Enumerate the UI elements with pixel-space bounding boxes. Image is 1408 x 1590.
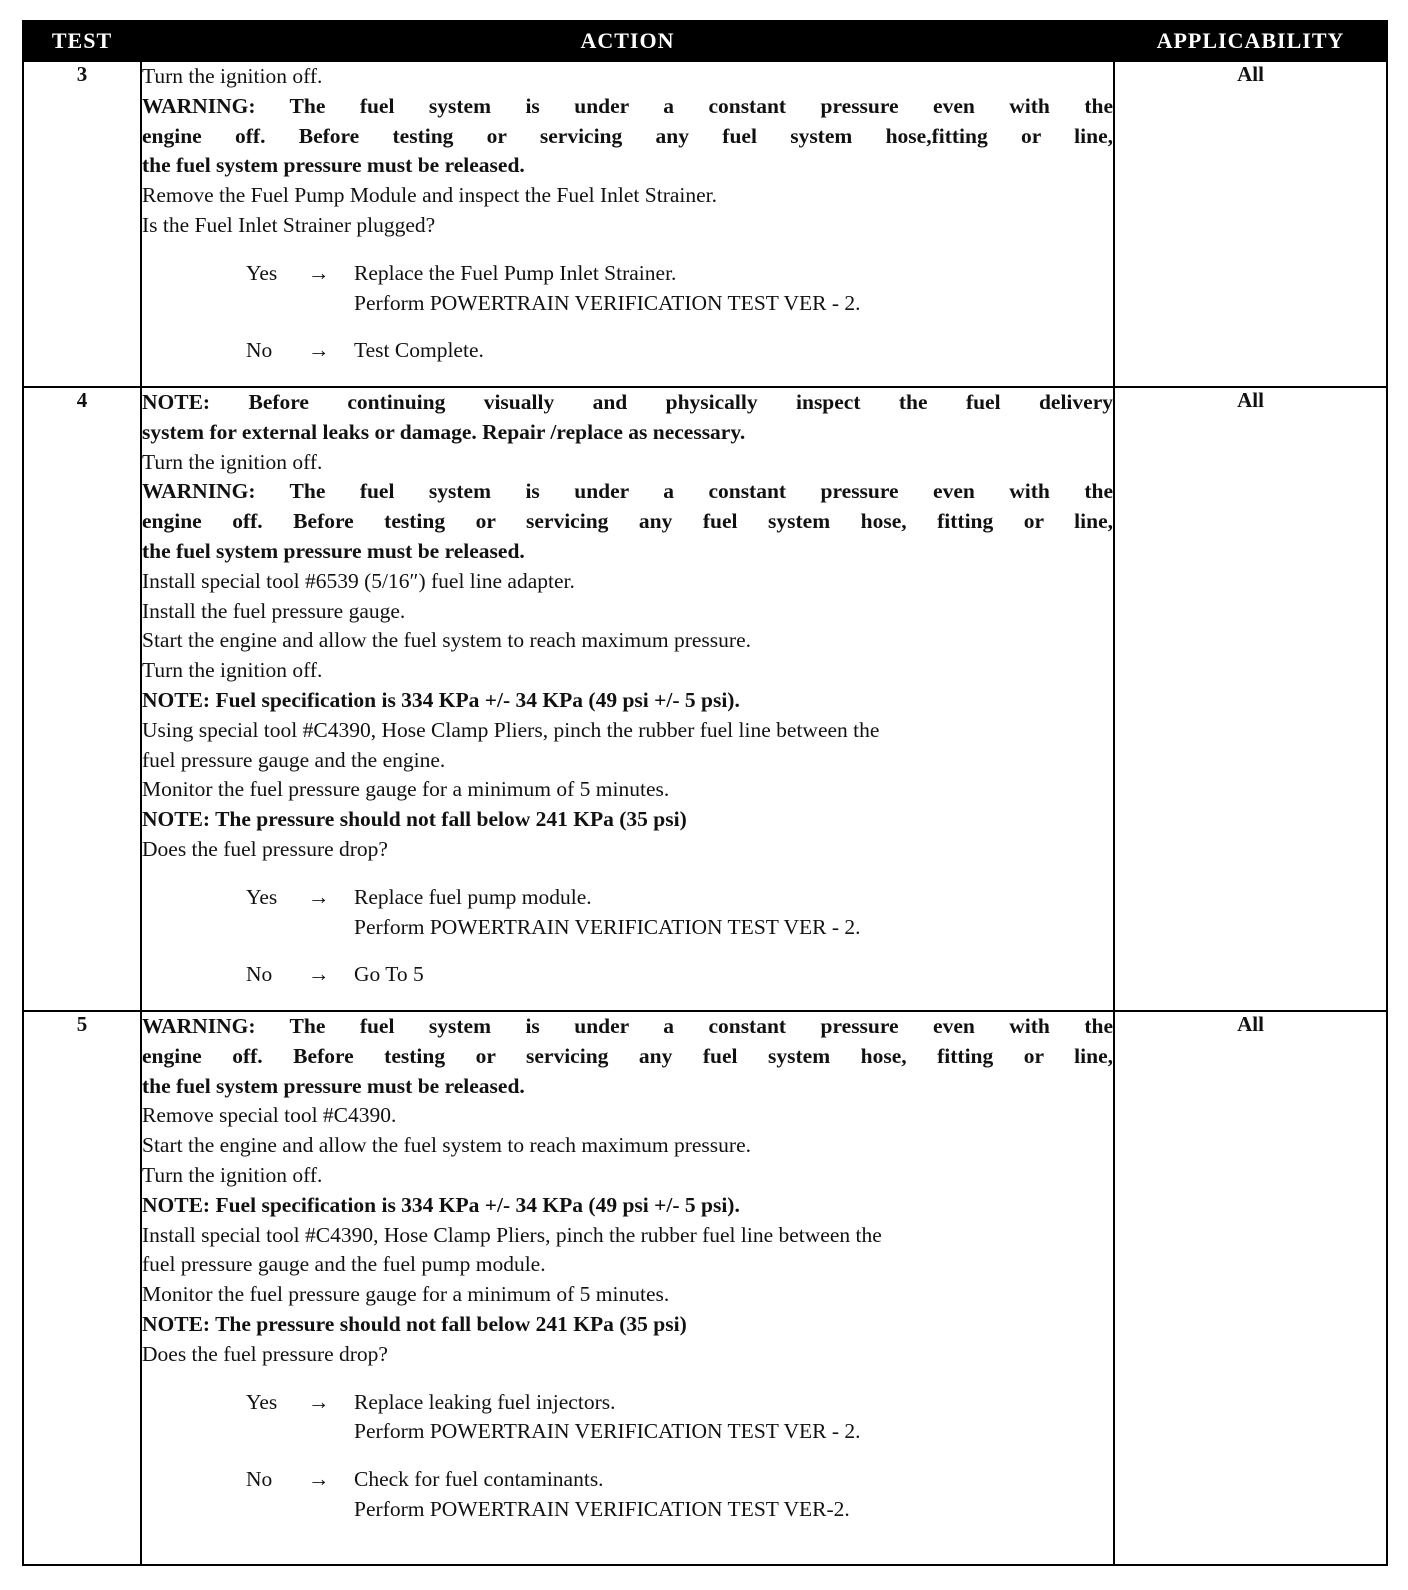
action-line: Does the fuel pressure drop? [142, 1341, 388, 1366]
action-line: Install special tool #C4390, Hose Clamp Pliers, pinch the rubber fuel line between the [142, 1222, 882, 1247]
warning-line: WARNING: The fuel system is under a constant pressure even with the [142, 479, 1113, 504]
action-line: Does the fuel pressure drop? [142, 836, 388, 861]
warning-line: engine off. Before testing or servicing any fuel system hose, fitting or line, [142, 1043, 1113, 1068]
no-label: No [246, 962, 273, 987]
response-line: Go To 5 [354, 962, 424, 987]
warning-line: engine off. Before testing or servicing any fuel system hose,fitting or line, [142, 123, 1113, 148]
action-line: Turn the ignition off. [142, 1162, 323, 1187]
action-line: Remove the Fuel Pump Module and inspect the Fuel Inlet Strainer. [142, 183, 718, 208]
table-header-row [23, 21, 1387, 61]
table-row [23, 1011, 1387, 1565]
note-line: NOTE: The pressure should not fall below 241 KPa (35 psi) [142, 1311, 687, 1336]
test-number: 3 [23, 61, 141, 387]
yes-response [246, 259, 1113, 319]
action-line: Is the Fuel Inlet Strainer plugged? [142, 212, 436, 237]
applicability-value: All [1114, 387, 1387, 1011]
no-label: No [246, 338, 273, 363]
header-action: ACTION [141, 21, 1114, 61]
action-line: Remove special tool #C4390. [142, 1103, 397, 1128]
warning-line: engine off. Before testing or servicing any fuel system hose, fitting or line, [142, 509, 1113, 534]
action-line: Start the engine and allow the fuel system to reach maximum pressure. [142, 628, 751, 653]
diagnostic-test-table [22, 20, 1388, 1566]
no-response [246, 960, 1113, 990]
note-line: system for external leaks or damage. Repair /replace as necessary. [142, 419, 746, 444]
response-line: Perform POWERTRAIN VERIFICATION TEST VER - 2. [354, 290, 861, 315]
response-line: Replace the Fuel Pump Inlet Strainer. [354, 260, 677, 285]
action-line: Start the engine and allow the fuel system to reach maximum pressure. [142, 1133, 751, 1158]
arrow-right-icon: → [308, 260, 330, 285]
table-row [23, 61, 1387, 387]
action-line: Turn the ignition off. [142, 658, 323, 683]
note-line: NOTE: Fuel specification is 334 KPa +/- 34 KPa (49 psi +/- 5 psi). [142, 687, 740, 712]
action-cell [141, 1011, 1114, 1565]
warning-line: the fuel system pressure must be released. [142, 153, 525, 178]
response-line: Perform POWERTRAIN VERIFICATION TEST VER - 2. [354, 914, 861, 939]
response-line: Replace leaking fuel injectors. [354, 1389, 616, 1414]
no-response [246, 1465, 1113, 1525]
action-cell [141, 61, 1114, 387]
response-line: Perform POWERTRAIN VERIFICATION TEST VER - 2. [354, 1419, 861, 1444]
arrow-right-icon: → [308, 1389, 330, 1414]
arrow-right-icon: → [308, 962, 330, 987]
action-line: Using special tool #C4390, Hose Clamp Pliers, pinch the rubber fuel line between the [142, 717, 880, 742]
applicability-value: All [1114, 1011, 1387, 1565]
yes-response [246, 883, 1113, 943]
no-label: No [246, 1467, 273, 1492]
warning-line: WARNING: The fuel system is under a constant pressure even with the [142, 93, 1113, 118]
yes-label: Yes [246, 260, 278, 285]
response-line: Replace fuel pump module. [354, 884, 592, 909]
test-number: 4 [23, 387, 141, 1011]
action-cell [141, 387, 1114, 1011]
response-line: Test Complete. [354, 338, 484, 363]
no-response [246, 336, 1113, 366]
yes-label: Yes [246, 1389, 278, 1414]
action-line: Turn the ignition off. [142, 64, 323, 88]
yes-label: Yes [246, 884, 278, 909]
note-line: NOTE: The pressure should not fall below 241 KPa (35 psi) [142, 807, 687, 832]
warning-line: the fuel system pressure must be released. [142, 538, 525, 563]
action-line: fuel pressure gauge and the engine. [142, 747, 446, 772]
yes-response [246, 1388, 1113, 1448]
action-line: fuel pressure gauge and the fuel pump module. [142, 1252, 546, 1277]
test-number: 5 [23, 1011, 141, 1565]
applicability-value: All [1114, 61, 1387, 387]
action-line: Turn the ignition off. [142, 449, 323, 474]
arrow-right-icon: → [308, 338, 330, 363]
table-row [23, 387, 1387, 1011]
action-line: Monitor the fuel pressure gauge for a minimum of 5 minutes. [142, 1282, 670, 1307]
response-line: Check for fuel contaminants. [354, 1467, 604, 1492]
arrow-right-icon: → [308, 1467, 330, 1492]
header-test: TEST [23, 21, 141, 61]
note-line: NOTE: Before continuing visually and physically inspect the fuel delivery [142, 390, 1113, 414]
action-line: Monitor the fuel pressure gauge for a minimum of 5 minutes. [142, 777, 670, 802]
header-applicability: APPLICABILITY [1114, 21, 1387, 61]
action-line: Install the fuel pressure gauge. [142, 598, 406, 623]
arrow-right-icon: → [308, 884, 330, 909]
warning-line: WARNING: The fuel system is under a constant pressure even with the [142, 1014, 1113, 1038]
note-line: NOTE: Fuel specification is 334 KPa +/- 34 KPa (49 psi +/- 5 psi). [142, 1192, 740, 1217]
warning-line: the fuel system pressure must be released. [142, 1073, 525, 1098]
action-line: Install special tool #6539 (5/16″) fuel line adapter. [142, 568, 575, 593]
response-line: Perform POWERTRAIN VERIFICATION TEST VER-2. [354, 1496, 850, 1521]
